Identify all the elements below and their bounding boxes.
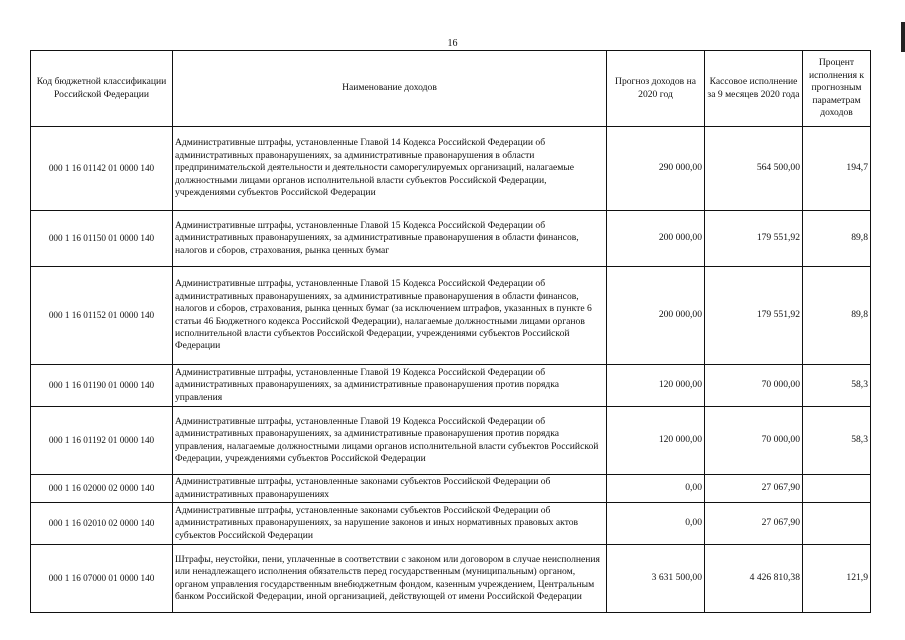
row-code: 000 1 16 02000 02 0000 140 (31, 475, 173, 503)
row-forecast: 200 000,00 (607, 267, 705, 365)
row-executed: 179 551,92 (705, 267, 803, 365)
header-name: Наименование доходов (173, 51, 607, 127)
row-name: Административные штрафы, установленные Главой 15 Кодекса Российской Федерации об административных правонарушениях, за административные правонарушения в области финансов, налогов и сборов, страхования, рынка ценных бумаг (за исключением штрафов, указанных в пункте 6 статьи 46 Бюджетного кодекса Российской Федерации), налагаемые должностными лицами органов исполнительной власти субъектов Российской Федерации, учреждениями субъектов Российской Федерации (173, 267, 607, 365)
table-row (31, 475, 871, 503)
row-forecast: 120 000,00 (607, 365, 705, 407)
row-executed: 564 500,00 (705, 127, 803, 211)
row-name: Административные штрафы, установленные законами субъектов Российской Федерации об административных правонарушениях, за нарушение законов и иных нормативных правовых актов субъектов Российской Федерации (173, 503, 607, 545)
row-percent (803, 475, 871, 503)
row-forecast: 200 000,00 (607, 211, 705, 267)
row-executed: 4 426 810,38 (705, 545, 803, 613)
row-forecast: 0,00 (607, 503, 705, 545)
row-percent: 89,8 (803, 211, 871, 267)
table-row (31, 267, 871, 365)
table-row (31, 365, 871, 407)
row-code: 000 1 16 01152 01 0000 140 (31, 267, 173, 365)
header-percent: Процент исполнения к прогнозным параметрам доходов (803, 51, 871, 127)
row-percent: 58,3 (803, 365, 871, 407)
row-name: Административные штрафы, установленные Главой 14 Кодекса Российской Федерации об административных правонарушениях, за административные правонарушения в области предпринимательской деятельности и деятельности саморегулируемых организаций, налагаемые должностными лицами органов исполнительной власти субъектов Российской Федерации, учреждениями субъектов Российской Федерации (173, 127, 607, 211)
header-forecast: Прогноз доходов на 2020 год (607, 51, 705, 127)
row-name: Административные штрафы, установленные законами субъектов Российской Федерации об административных правонарушениях (173, 475, 607, 503)
table-header-row (31, 51, 871, 127)
header-executed: Кассовое исполнение за 9 месяцев 2020 года (705, 51, 803, 127)
row-code: 000 1 16 07000 01 0000 140 (31, 545, 173, 613)
row-percent: 194,7 (803, 127, 871, 211)
header-code: Код бюджетной классификации Российской Федерации (31, 51, 173, 127)
row-forecast: 290 000,00 (607, 127, 705, 211)
row-percent: 58,3 (803, 407, 871, 475)
table-row (31, 407, 871, 475)
row-executed: 70 000,00 (705, 407, 803, 475)
row-code: 000 1 16 01190 01 0000 140 (31, 365, 173, 407)
row-name: Административные штрафы, установленные Главой 19 Кодекса Российской Федерации об административных правонарушениях, за административные правонарушения против порядка управления, налагаемые должностными лицами органов исполнительной власти субъектов Российской Федерации, учреждениями субъектов Российской Федерации (173, 407, 607, 475)
row-executed: 27 067,90 (705, 503, 803, 545)
row-executed: 27 067,90 (705, 475, 803, 503)
table-row (31, 503, 871, 545)
row-forecast: 3 631 500,00 (607, 545, 705, 613)
row-name: Административные штрафы, установленные Главой 19 Кодекса Российской Федерации об административных правонарушениях, за административные правонарушения против порядка управления (173, 365, 607, 407)
revenue-table (30, 50, 871, 613)
page-number: 16 (447, 38, 458, 49)
row-percent: 89,8 (803, 267, 871, 365)
row-executed: 179 551,92 (705, 211, 803, 267)
row-code: 000 1 16 01150 01 0000 140 (31, 211, 173, 267)
row-percent: 121,9 (803, 545, 871, 613)
row-percent (803, 503, 871, 545)
row-executed: 70 000,00 (705, 365, 803, 407)
row-name: Административные штрафы, установленные Главой 15 Кодекса Российской Федерации об административных правонарушениях, за административные правонарушения в области финансов, налогов и сборов, страхования, рынка ценных бумаг (173, 211, 607, 267)
row-code: 000 1 16 01192 01 0000 140 (31, 407, 173, 475)
row-name: Штрафы, неустойки, пени, уплаченные в соответствии с законом или договором в случае неисполнения или ненадлежащего исполнения обязательств перед государственным (муниципальным) органом, органом управления государственным внебюджетным фондом, казенным учреждением, Центральным банком Российской Федерации, иной организацией, действующей от имени Российской Федерации (173, 545, 607, 613)
scan-edge-mark (901, 22, 905, 52)
row-code: 000 1 16 01142 01 0000 140 (31, 127, 173, 211)
table-row (31, 211, 871, 267)
row-forecast: 120 000,00 (607, 407, 705, 475)
row-code: 000 1 16 02010 02 0000 140 (31, 503, 173, 545)
row-forecast: 0,00 (607, 475, 705, 503)
table-row (31, 545, 871, 613)
table-row (31, 127, 871, 211)
